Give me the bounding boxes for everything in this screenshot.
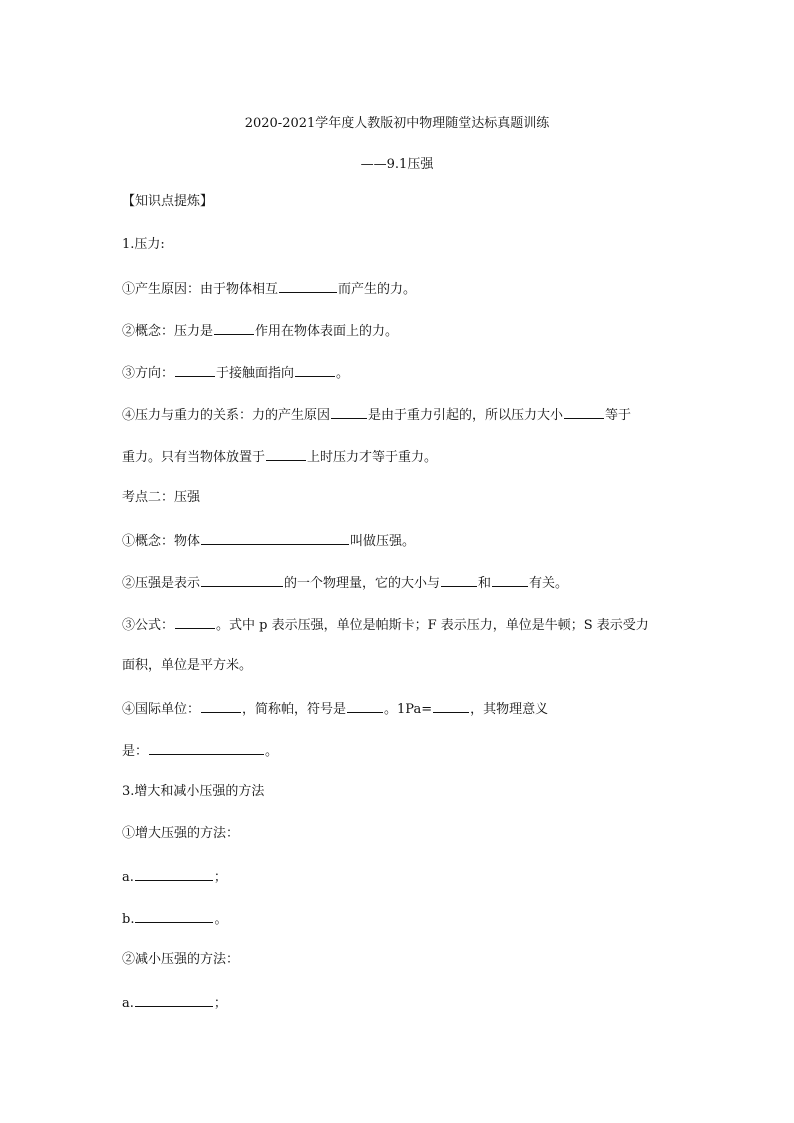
section-heading: 【知识点提炼】 bbox=[122, 194, 214, 209]
blank bbox=[135, 993, 213, 1007]
section-3-title: 3.增大和减小压强的方法 bbox=[122, 784, 265, 799]
document-title: 2020-2021学年度人教版初中物理随堂达标真题训练 bbox=[244, 116, 550, 131]
document-subtitle: ——9.1压强 bbox=[360, 157, 434, 172]
blank bbox=[135, 909, 213, 923]
blank bbox=[175, 363, 215, 377]
s2-line-5: ④国际单位： ，简称帕，符号是 。1Pa= ，其物理意义 bbox=[122, 699, 548, 719]
blank bbox=[149, 741, 264, 755]
section-1-title: 1.压力: bbox=[122, 237, 165, 252]
blank bbox=[331, 405, 367, 419]
blank bbox=[441, 573, 477, 587]
s3-line-5: a. ； bbox=[122, 993, 227, 1013]
s1-line-2: ②概念：压力是 作用在物体表面上的力。 bbox=[122, 321, 398, 341]
s2-line-3: ③公式： 。式中 p 表示压强，单位是帕斯卡；F 表示压力，单位是牛顿；S 表示受力 bbox=[122, 615, 649, 635]
blank bbox=[295, 363, 335, 377]
blank bbox=[564, 405, 604, 419]
blank bbox=[135, 867, 213, 881]
blank bbox=[175, 615, 215, 629]
blank bbox=[279, 279, 337, 293]
s1-line-3: ③方向： 于接触面指向 。 bbox=[122, 363, 349, 383]
blank bbox=[201, 573, 283, 587]
s3-line-3: b. 。 bbox=[122, 909, 227, 929]
s3-line-4: ②减小压强的方法： bbox=[122, 952, 240, 967]
blank bbox=[347, 699, 383, 713]
s2-line-2: ②压强是表示 的一个物理量，它的大小与 和 有关。 bbox=[122, 573, 568, 593]
section-2-title: 考点二：压强 bbox=[122, 490, 201, 505]
blank bbox=[492, 573, 528, 587]
s3-line-1: ①增大压强的方法： bbox=[122, 826, 240, 841]
s2-line-4: 面积，单位是平方米。 bbox=[122, 658, 253, 673]
blank bbox=[201, 531, 349, 545]
s2-line-1: ①概念：物体 叫做压强。 bbox=[122, 531, 415, 551]
s1-line-4: ④压力与重力的关系：力的产生原因 是由于重力引起的，所以压力大小 等于 bbox=[122, 405, 631, 425]
blank bbox=[201, 699, 241, 713]
s1-line-1: ①产生原因：由于物体相互 而产生的力。 bbox=[122, 279, 416, 299]
s1-line-5: 重力。只有当物体放置于 上时压力才等于重力。 bbox=[122, 447, 437, 467]
blank bbox=[433, 699, 469, 713]
s2-line-6: 是： 。 bbox=[122, 741, 278, 761]
blank bbox=[266, 447, 306, 461]
blank bbox=[214, 321, 254, 335]
s3-line-2: a. ； bbox=[122, 867, 227, 887]
